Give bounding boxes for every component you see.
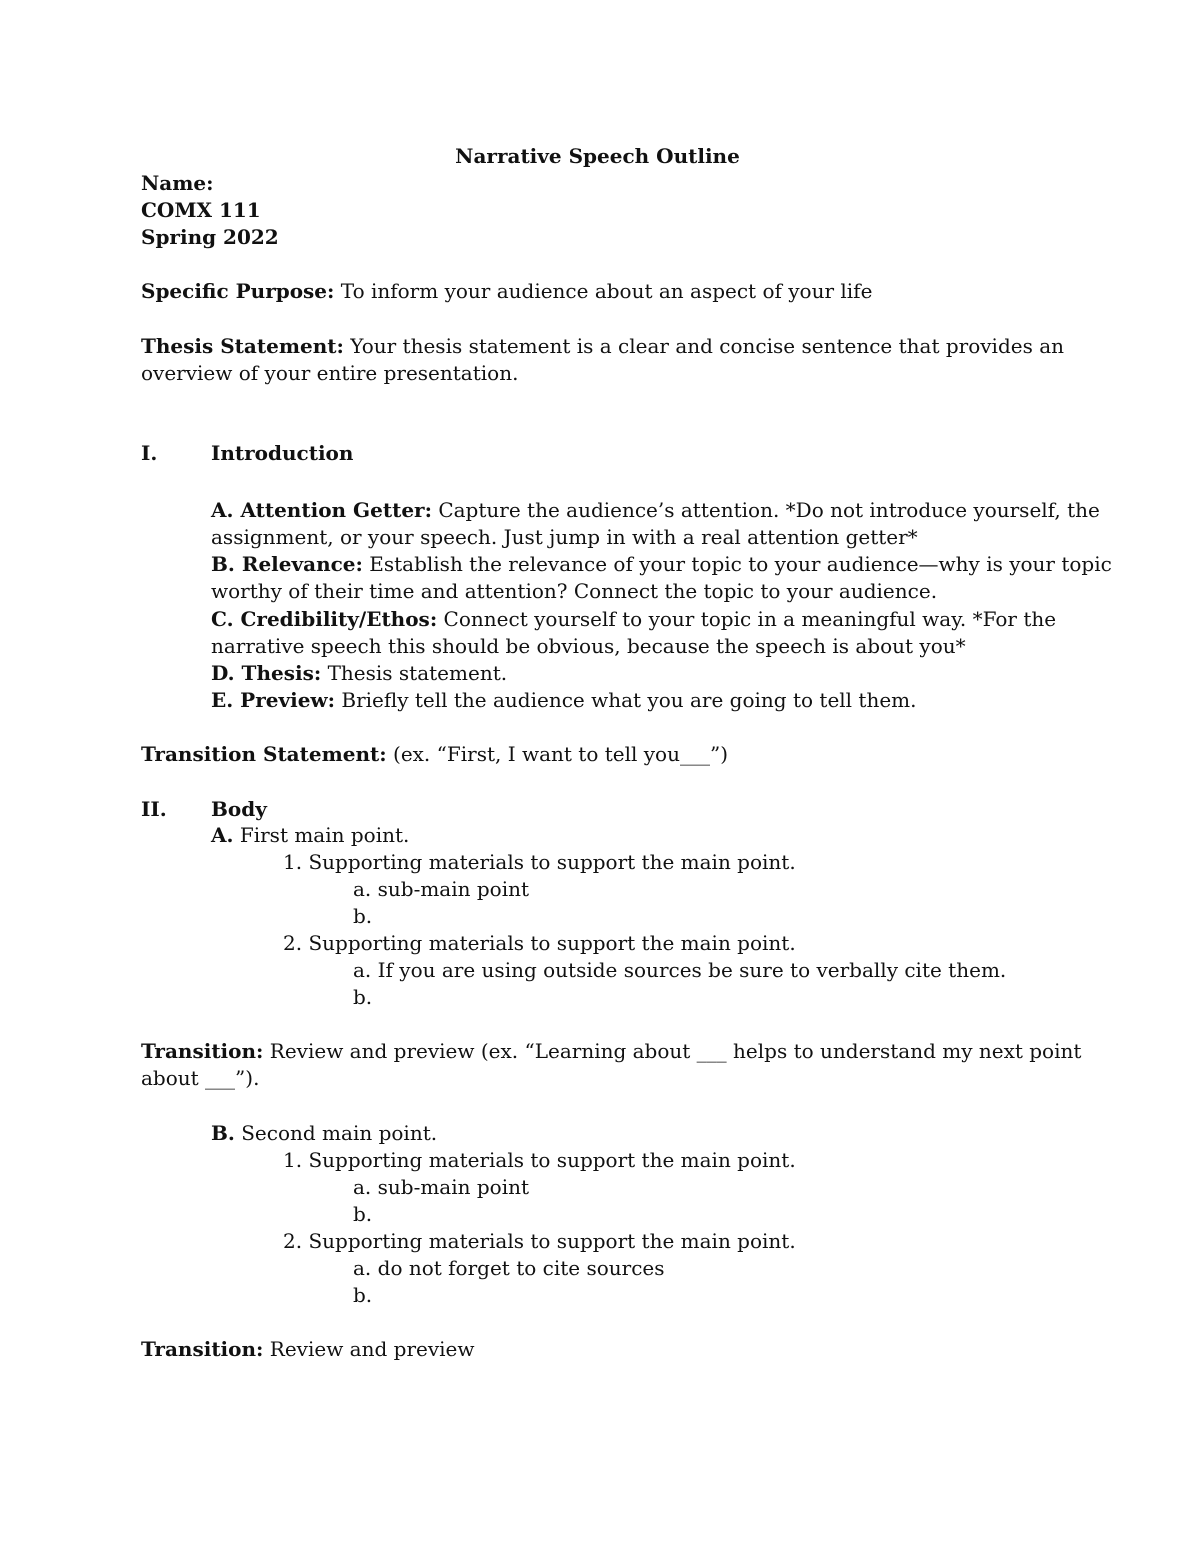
point-a-sub2b: b.: [353, 985, 373, 1009]
attention-getter-cont: assignment, or your speech. Just jump in with a real attention getter*: [211, 525, 918, 549]
credibility: C. Credibility/Ethos: Connect yourself to your topic in a meaningful way. *For the: [211, 607, 1057, 631]
section-heading-intro: Introduction: [211, 441, 354, 465]
point-b-sub2b: b.: [353, 1283, 373, 1307]
relevance: B. Relevance: Establish the relevance of your topic to your audience—why is your topic: [211, 552, 1112, 576]
main-point-b: B. Second main point.: [211, 1121, 438, 1145]
section-heading-body: Body: [211, 797, 267, 821]
attention-getter: A. Attention Getter: Capture the audience’s attention. *Do not introduce yourself, the: [211, 498, 1100, 522]
section-numeral-body: II.: [141, 797, 167, 821]
thesis-statement-cont: overview of your entire presentation.: [141, 361, 519, 385]
section-numeral-intro: I.: [141, 441, 158, 465]
transition-final: Transition: Review and preview: [141, 1337, 475, 1361]
credibility-cont: narrative speech this should be obvious, because the speech is about you*: [211, 634, 966, 658]
point-a-sub2a: a. If you are using outside sources be sure to verbally cite them.: [353, 958, 1007, 982]
specific-purpose: Specific Purpose: To inform your audience about an aspect of your life: [141, 279, 873, 303]
point-b-sub2a: a. do not forget to cite sources: [353, 1256, 665, 1280]
thesis-statement: Thesis Statement: Your thesis statement is a clear and concise sentence that provides an: [141, 334, 1065, 358]
transition-review: Transition: Review and preview (ex. “Learning about ___ helps to understand my next point: [141, 1039, 1082, 1063]
transition-review-cont: about ___”).: [141, 1066, 260, 1090]
transition-statement: Transition Statement: (ex. “First, I want to tell you___”): [141, 742, 729, 766]
document-title: Narrative Speech Outline: [455, 144, 740, 168]
point-b-sub1a: a. sub-main point: [353, 1175, 530, 1199]
name-label: Name:: [141, 171, 214, 195]
course-label: COMX 111: [141, 198, 261, 222]
point-a-sub1b: b.: [353, 904, 373, 928]
main-point-a: A. First main point.: [211, 823, 410, 847]
term-label: Spring 2022: [141, 225, 279, 249]
relevance-cont: worthy of their time and attention? Connect the topic to your audience.: [211, 579, 938, 603]
point-b-sub1: 1. Supporting materials to support the main point.: [283, 1148, 796, 1172]
point-a-sub1a: a. sub-main point: [353, 877, 530, 901]
point-a-sub2: 2. Supporting materials to support the main point.: [283, 931, 796, 955]
point-b-sub1b: b.: [353, 1202, 373, 1226]
intro-preview: E. Preview: Briefly tell the audience what you are going to tell them.: [211, 688, 917, 712]
intro-thesis: D. Thesis: Thesis statement.: [211, 661, 508, 685]
point-a-sub1: 1. Supporting materials to support the main point.: [283, 850, 796, 874]
point-b-sub2: 2. Supporting materials to support the main point.: [283, 1229, 796, 1253]
